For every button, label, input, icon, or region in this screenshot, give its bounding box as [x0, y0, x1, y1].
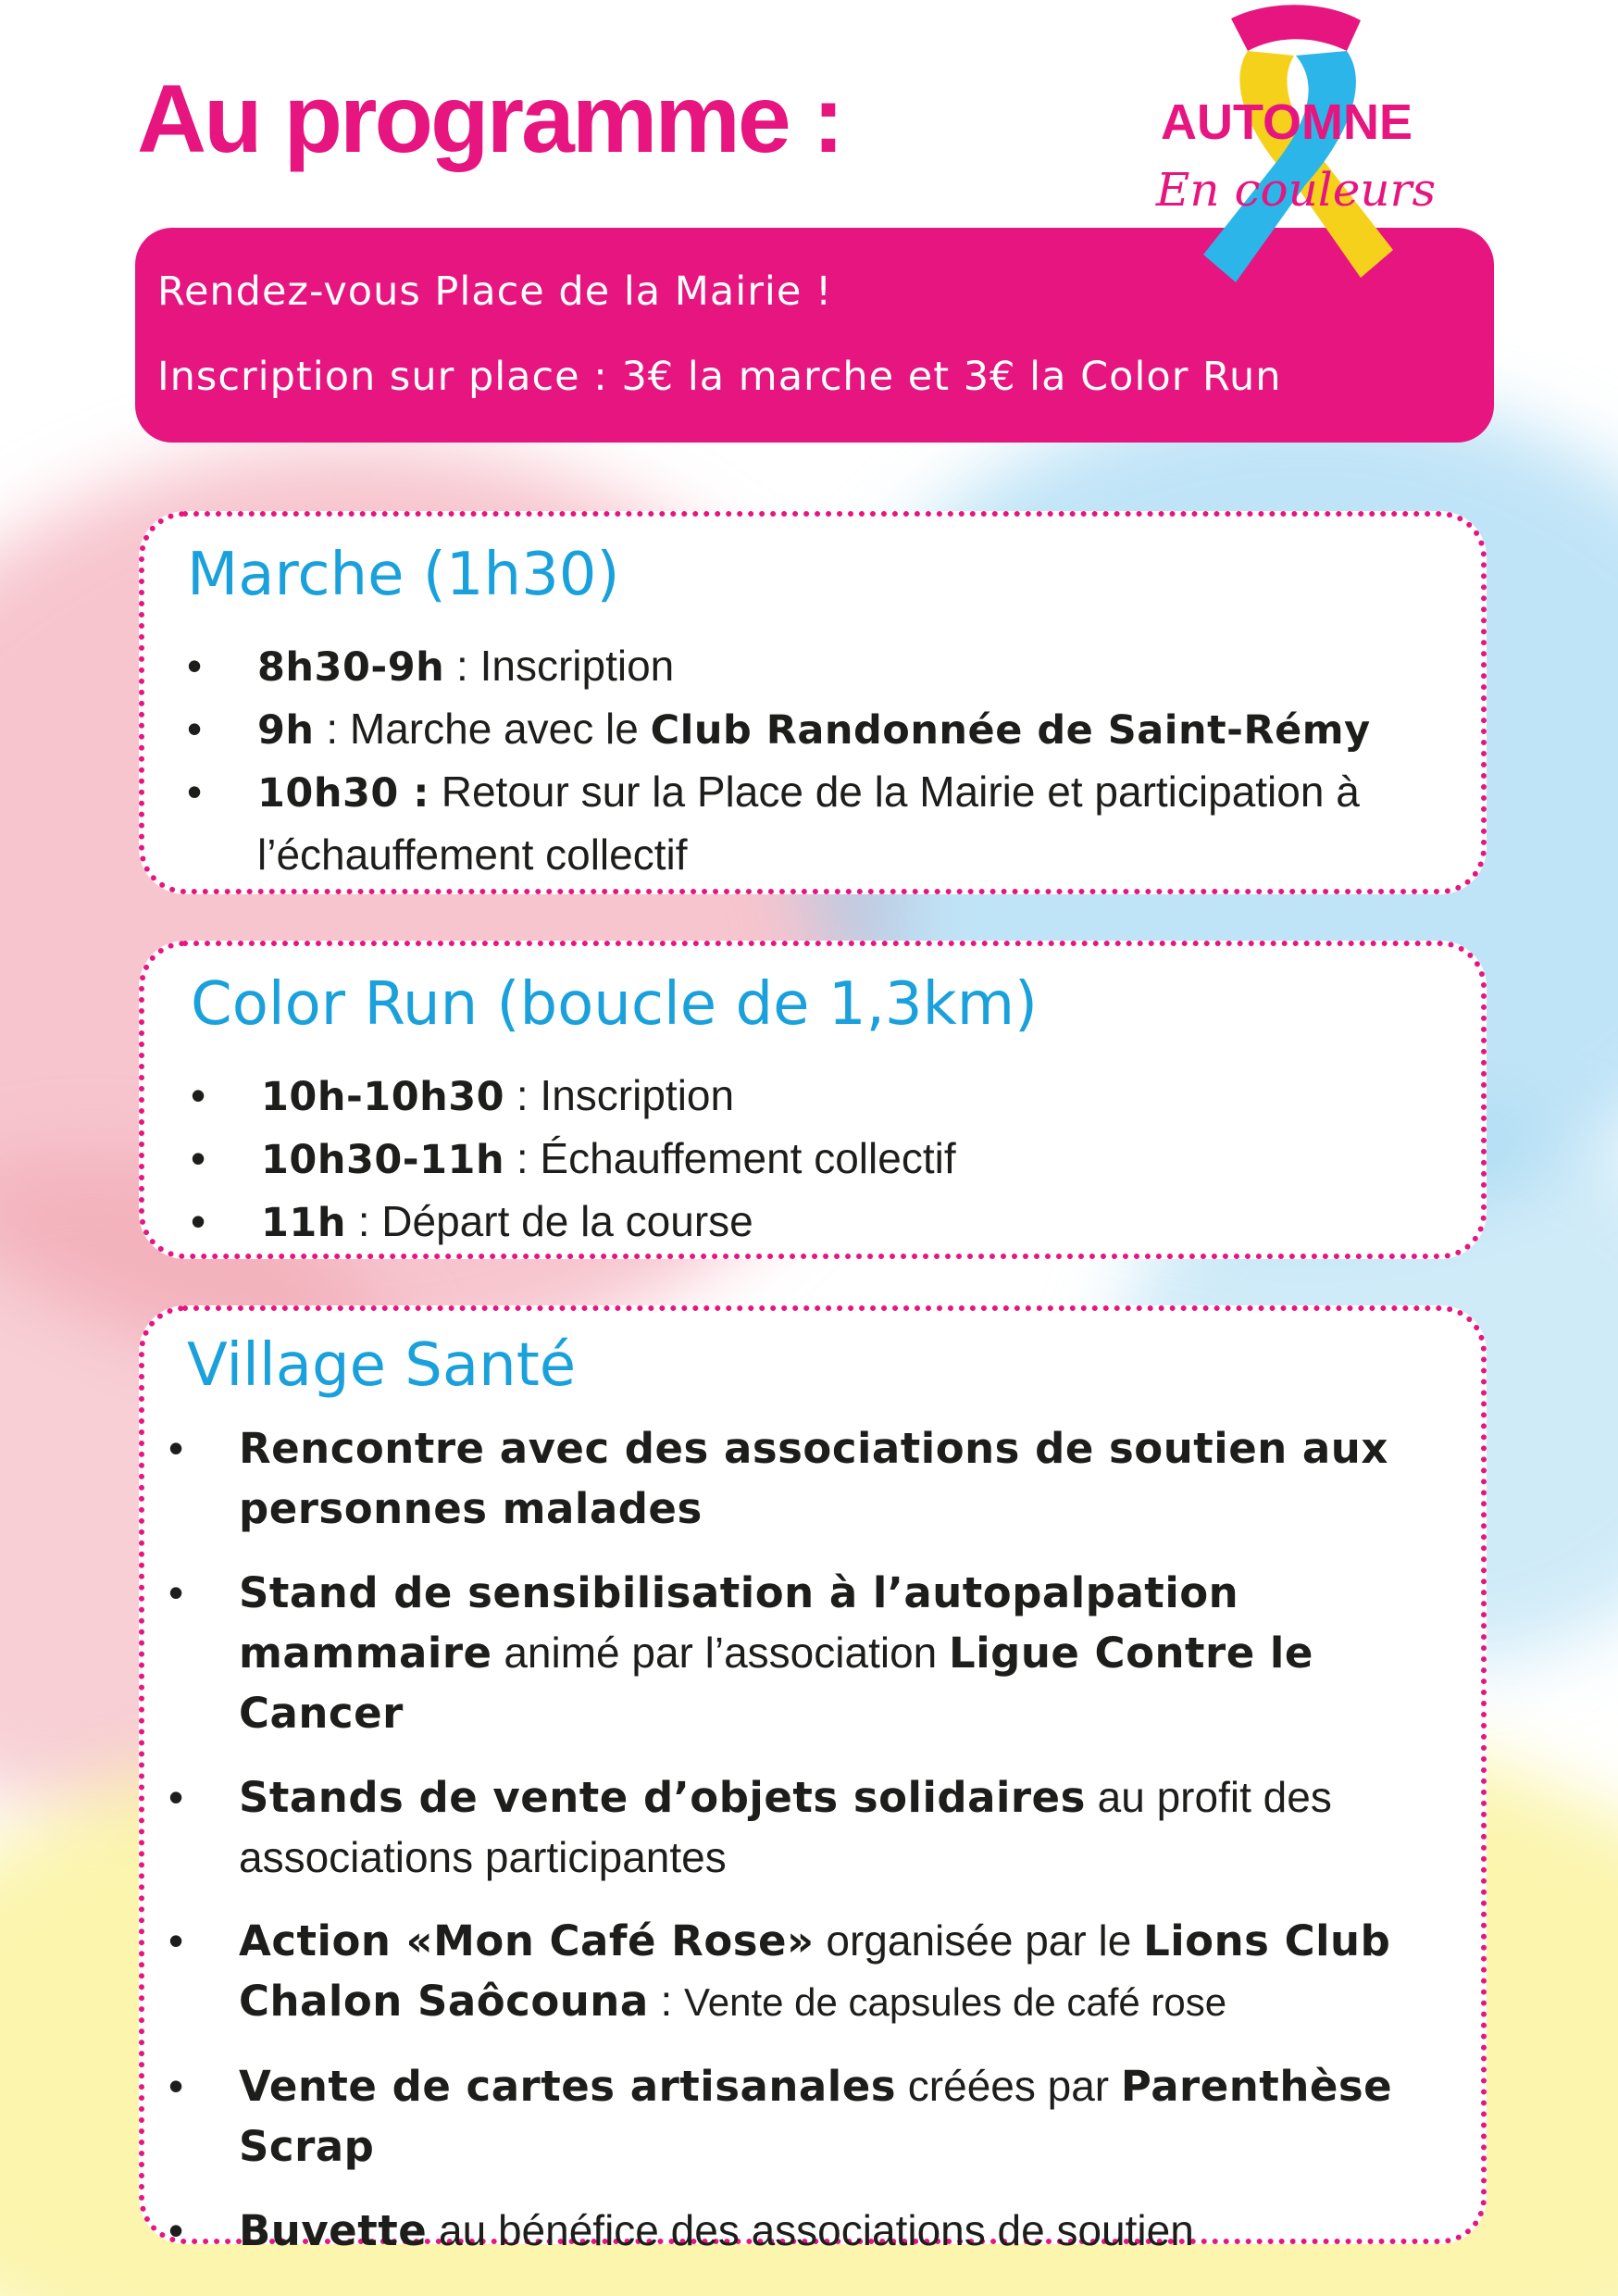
list-item: • 10h30-11h : Échauffement collectif: [191, 1134, 956, 1183]
svg-text:En couleurs: En couleurs: [1155, 163, 1437, 217]
automne-en-couleurs-logo: [1139, 0, 1444, 296]
list-item: • 11h : Départ de la course: [191, 1197, 753, 1246]
list-item: • Vente de cartes artisanales créées par Parenthèse Scrap: [168, 2062, 1393, 2171]
list-item: • Buvette au bénéfice des associations de soutien: [168, 2206, 1194, 2255]
list-item: • Rencontre avec des associations de soutien aux personnes malades: [168, 1424, 1388, 1533]
list-item: • Action «Mon Café Rose» organisée par le Lions Club Chalon Saôcouna : Vente de capsules de café rose: [168, 1916, 1391, 2026]
list-item: • 10h30 : Retour sur la Place de la Mairie et participation à l’échauffement collectif: [187, 767, 1360, 879]
page-title: Au programme :: [137, 66, 842, 173]
color-run-list: [144, 1065, 1481, 1254]
color-run-card: [139, 941, 1487, 1259]
color-run-heading: Color Run (boucle de 1,3km): [191, 970, 1038, 1039]
list-item: • 10h-10h30 : Inscription: [191, 1071, 735, 1120]
marche-card: [139, 511, 1487, 894]
village-list: [144, 1418, 1481, 2285]
list-item: • Stand de sensibilisation à l’autopalpation mammaire animé par l’association Ligue Contre le Cancer: [168, 1568, 1313, 1738]
village-sante-card: [139, 1305, 1487, 2255]
marche-list: [144, 635, 1481, 885]
banner-location: Rendez-vous Place de la Mairie !: [157, 268, 833, 315]
list-item: • 9h : Marche avec le Club Randonnée de Saint-Rémy: [187, 705, 1371, 754]
marche-heading: Marche (1h30): [187, 541, 620, 609]
list-item: • 8h30-9h : Inscription: [187, 642, 675, 691]
village-heading: Village Santé: [187, 1331, 577, 1400]
list-item: • Stands de vente d’objets solidaires au profit des associations participantes: [168, 1773, 1332, 1881]
ribbon-icon: [1139, 0, 1444, 296]
banner-registration: Inscription sur place : 3€ la marche et 3€ la Color Run: [157, 354, 1282, 400]
svg-text:AUTOMNE: AUTOMNE: [1160, 94, 1413, 150]
